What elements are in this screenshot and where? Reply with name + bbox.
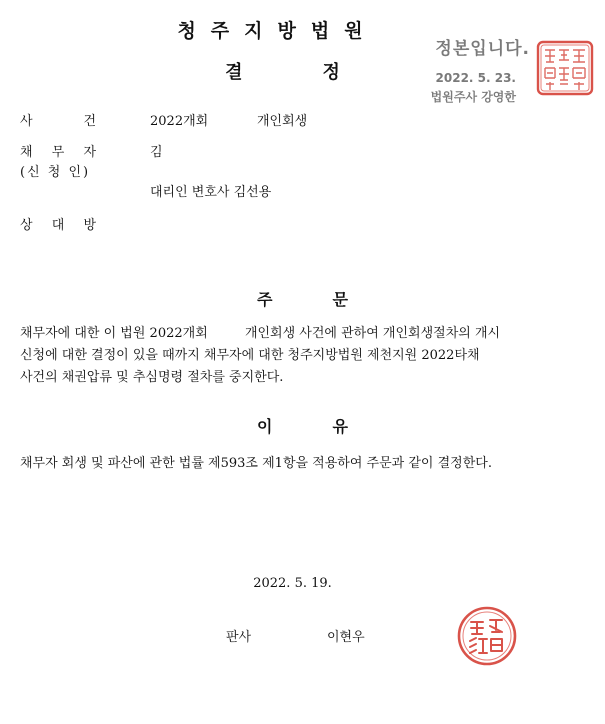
certification-officer: 법원주사 강영한 <box>430 90 516 104</box>
counterparty-label: 상 대 방 <box>20 218 96 233</box>
judge-seal-icon <box>456 605 518 667</box>
debtor-name: 김 <box>150 145 163 160</box>
agent-row <box>0 181 605 201</box>
counterparty-row <box>0 214 605 234</box>
case-number: 2022개회 <box>150 114 209 129</box>
certification-title: 정본입니다. <box>435 39 530 59</box>
decision-date: 2022. 5. 19. <box>253 576 332 591</box>
document-type: 결정 <box>225 62 420 83</box>
case-type: 개인회생 <box>257 114 308 129</box>
reason-line: 채무자 회생 및 파산에 관한 법률 제593조 제1항을 적용하여 주문과 같이 결정한다. <box>20 456 492 471</box>
certification-date: 2022. 5. 23. <box>435 71 516 85</box>
reason-heading: 이유 <box>257 417 408 436</box>
order-line: 신청에 대한 결정이 있을 때까지 채무자에 대한 청주지방법원 제천지원 2022타채 <box>20 348 480 363</box>
order-text <box>20 323 590 389</box>
court-name: 청주지방법원 <box>177 20 378 42</box>
order-line: 채무자에 대한 이 법원 2022개회 개인회생 사건에 관하여 개인회생절차의 개시 <box>20 326 501 341</box>
judge-title: 판사 <box>226 630 252 645</box>
applicant-row <box>0 161 605 181</box>
case-row <box>0 110 605 130</box>
order-heading: 주문 <box>257 290 408 309</box>
debtor-label: 채 무 자 <box>20 145 96 160</box>
debtor-row <box>0 141 605 161</box>
agent-name: 대리인 변호사 김선용 <box>150 185 272 200</box>
case-label: 사 건 <box>20 114 96 129</box>
order-line: 사건의 채권압류 및 추심명령 절차를 중지한다. <box>20 370 284 385</box>
certification-block <box>410 34 530 105</box>
certification-stamp-icon <box>536 40 594 96</box>
reason-text <box>20 453 590 475</box>
applicant-label: (신 청 인) <box>20 165 91 180</box>
judge-name: 이현우 <box>327 630 365 645</box>
